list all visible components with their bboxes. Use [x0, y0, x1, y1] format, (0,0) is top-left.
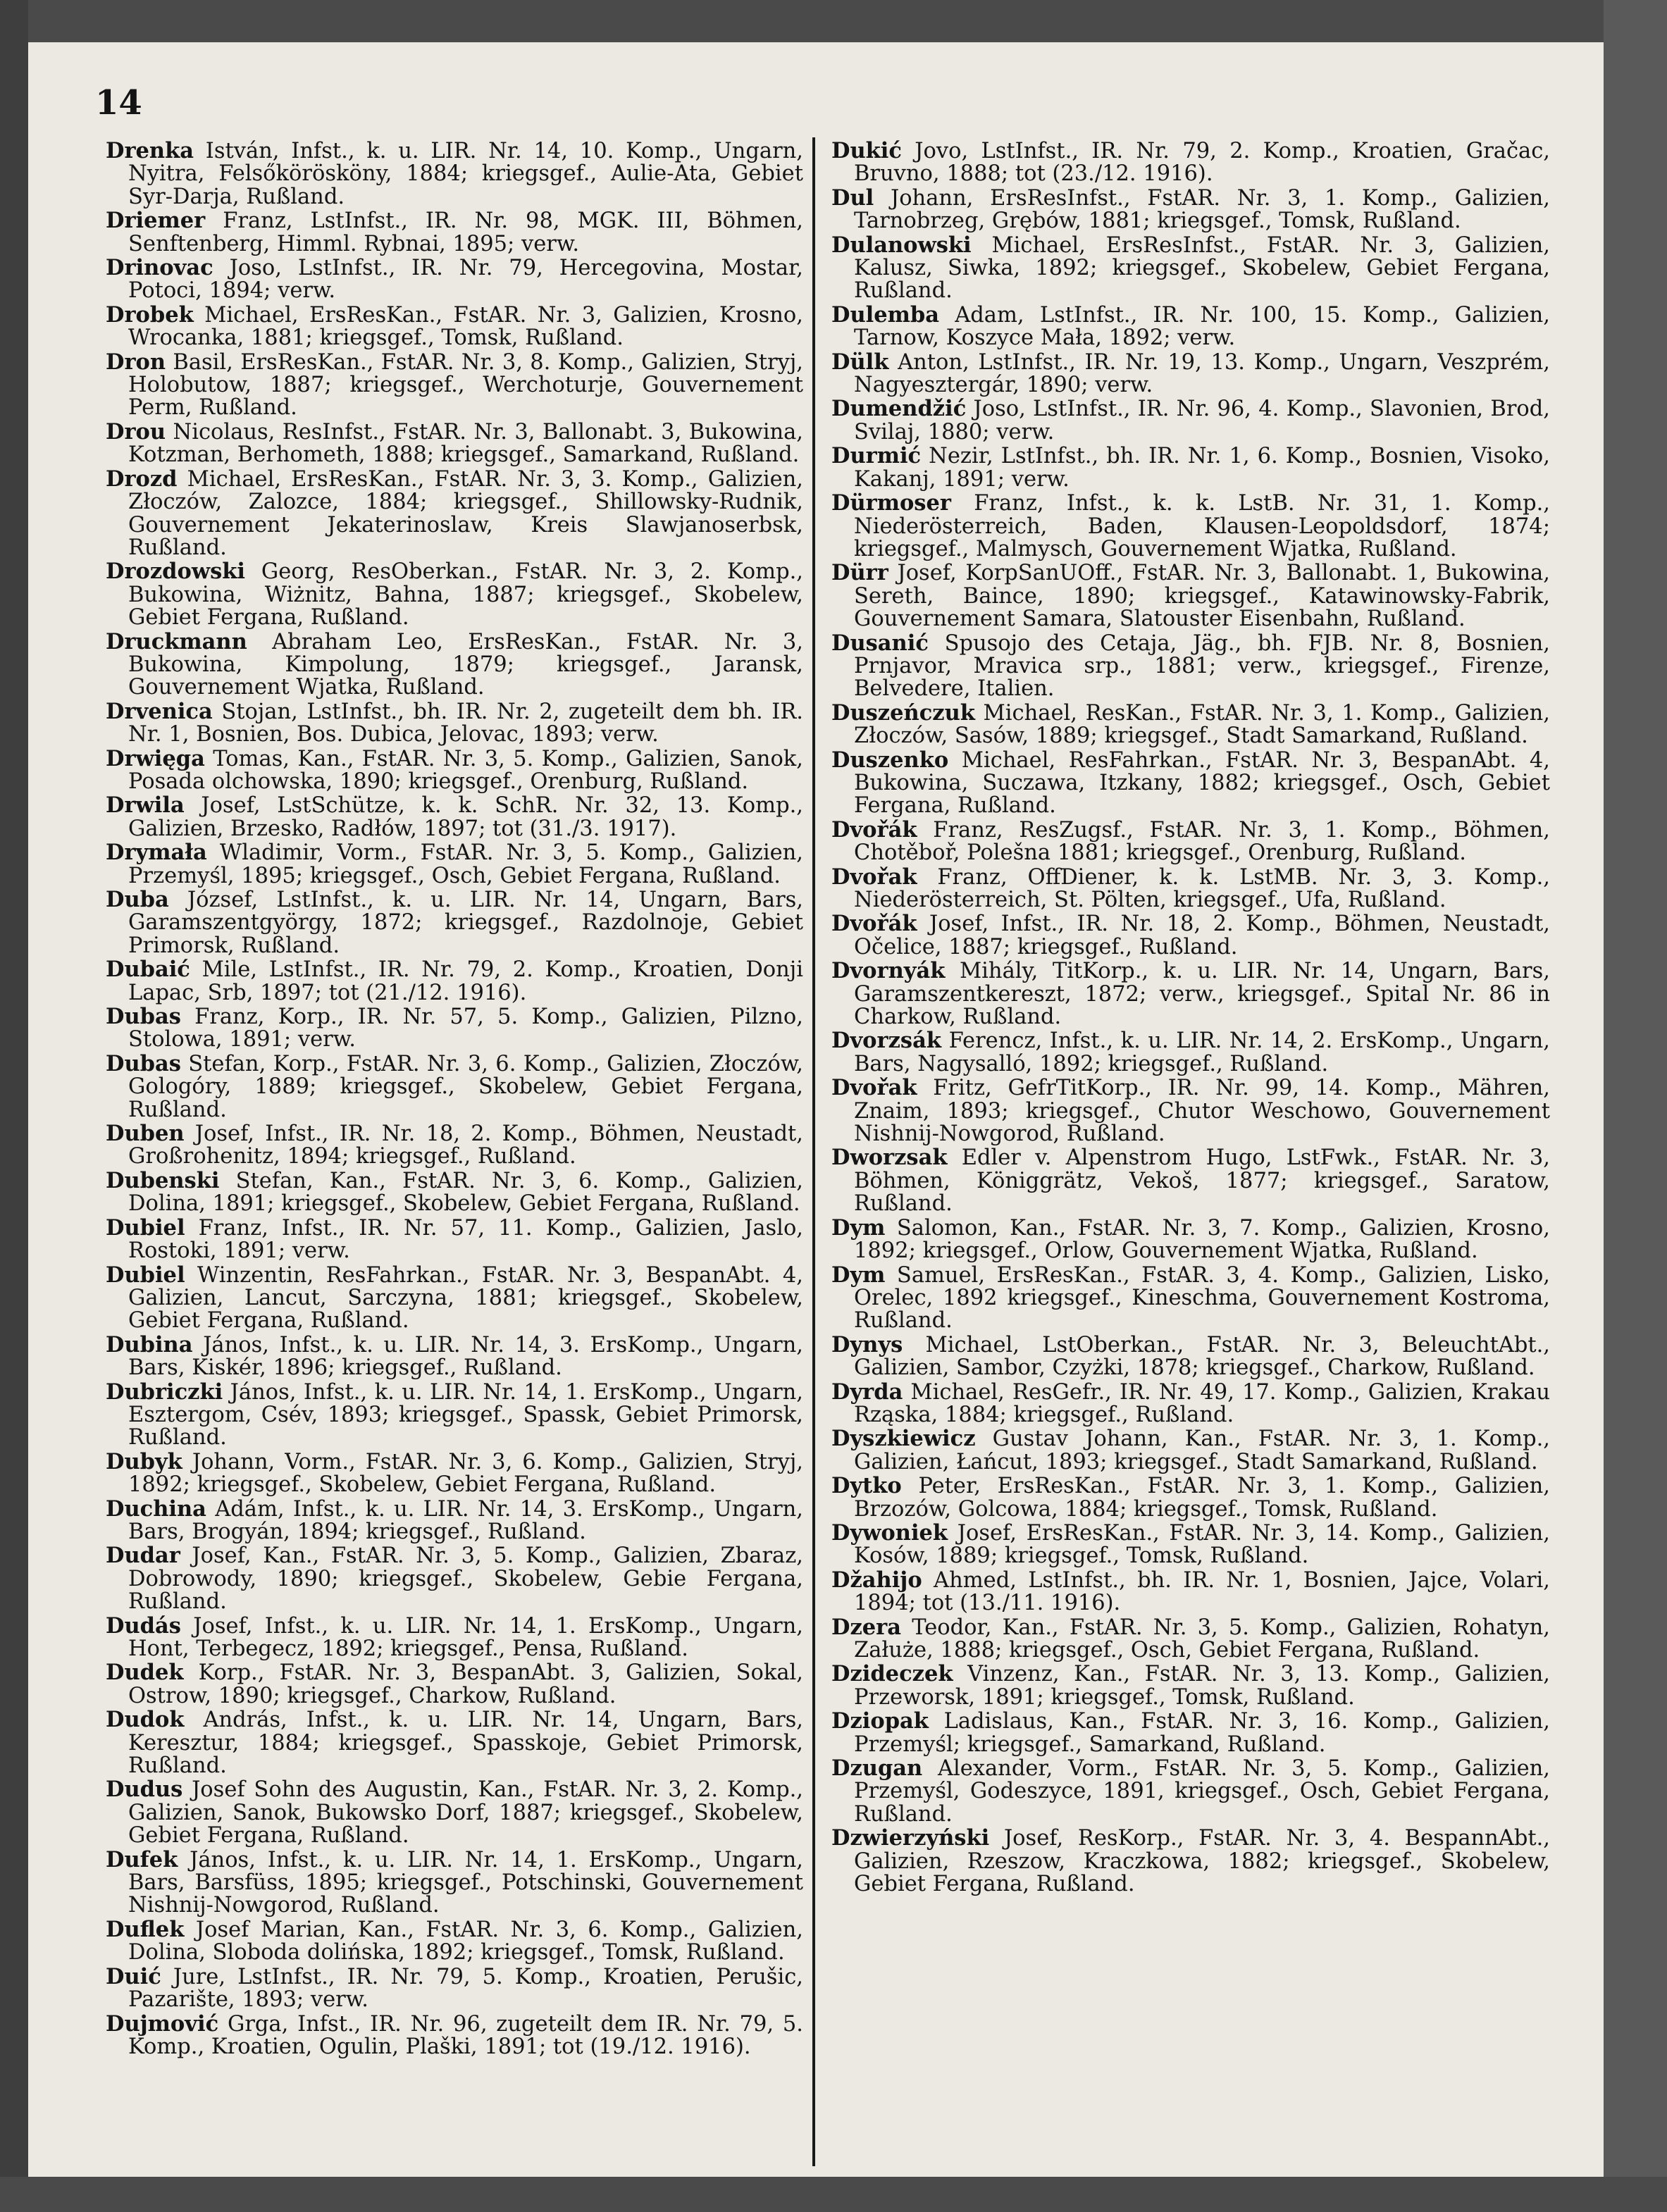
list-entry — [831, 1616, 1550, 1663]
entry-details: Josef, Infst., k. u. LIR. Nr. 14, 1. ErsKomp., Ungarn, Hont, Terbegecz, 1892; kriegsgef., Pensa, Rußland. — [128, 1613, 803, 1661]
entry-surname: Drou — [106, 418, 166, 445]
entry-details: Gustav Johann, Kan., FstAR. Nr. 3, 1. Komp., Galizien, Łańcut, 1893; kriegsgef., Stadt Samarkand, Rußland. — [854, 1427, 1550, 1474]
list-entry — [831, 749, 1550, 818]
list-entry — [831, 866, 1550, 912]
entry-surname: Drenka — [106, 138, 194, 163]
entry-surname: Dubiel — [106, 1214, 185, 1241]
entry-surname: Drobek — [106, 302, 194, 328]
list-entry — [106, 630, 803, 700]
entry-surname: Drymała — [106, 840, 207, 866]
entry-details: Josef Sohn des Augustin, Kan., FstAR. Nr. 3, 2. Komp., Galizien, Sanok, Bukowsko Dorf, 1887; kriegsgef., Skobelew, Gebiet Fergana, Rußland. — [128, 1777, 803, 1848]
entry-surname: Driemer — [106, 208, 206, 234]
entry-surname: Dubyk — [106, 1448, 182, 1474]
entry-details: Josef, Infst., IR. Nr. 18, 2. Komp., Böhmen, Neustadt, Großrohenitz, 1894; kriegsgef., Rußland. — [128, 1121, 803, 1169]
entry-details: Josef, ErsResKan., FstAR. Nr. 3, 14. Komp., Galizien, Kosów, 1889; kriegsgef., Tomsk, Rußland. — [854, 1520, 1550, 1569]
entry-details: Josef, KorpSanUOff., FstAR. Nr. 3, Ballonabt. 1, Bukowina, Sereth, Baince, 1890; kriegsgef., Katawinowsky-Fabrik, Gouvernement Samara, Slatouster Eisenbahn, Rußland. — [854, 561, 1550, 632]
entry-details: József, LstInfst., k. u. LIR. Nr. 14, Ungarn, Bars, Garamszentgyörgy, 1872; kriegsgef., Razdolnoje, Gebiet Primorsk, Rußland. — [128, 888, 803, 958]
entry-surname: Dubriczki — [106, 1379, 223, 1405]
entry-details: Ahmed, LstInfst., bh. IR. Nr. 1, Bosnien, Jajce, Volari, 1894; tot (13./11. 1916). — [854, 1567, 1551, 1616]
list-entry — [831, 397, 1550, 444]
list-entry — [831, 351, 1550, 397]
list-entry — [106, 888, 803, 957]
entry-details: Franz, Infst., IR. Nr. 57, 11. Komp., Galizien, Jaslo, Rostoki, 1891; verw. — [128, 1215, 803, 1264]
list-entry — [106, 1544, 803, 1613]
entry-details: János, Infst., k. u. LIR. Nr. 14, 1. ErsKomp., Ungarn, Bars, Barsfüss, 1895; kriegsgef., Potschinski, Gouvernement Nishnij-Nowgorod, Rußland. — [128, 1847, 803, 1918]
entry-details: Tomas, Kan., FstAR. Nr. 3, 5. Komp., Galizien, Sanok, Posada olchowska, 1890; kriegsgef., Orenburg, Rußland. — [128, 746, 803, 794]
list-entry — [106, 1848, 803, 1918]
list-entry — [106, 209, 803, 256]
list-entry — [106, 1169, 803, 1216]
entry-surname: Dulemba — [831, 302, 939, 328]
entry-surname: Dubas — [106, 1050, 181, 1076]
list-entry — [831, 816, 1550, 866]
list-entry — [106, 139, 803, 209]
entry-surname: Dudek — [106, 1660, 184, 1686]
entry-surname: Dvornyák — [831, 958, 946, 984]
entry-surname: Dudok — [106, 1707, 185, 1733]
entry-surname: Dubenski — [106, 1167, 220, 1193]
list-entry — [106, 1052, 803, 1121]
entry-surname: Dvořák — [831, 816, 917, 843]
entry-details: Joso, LstInfst., IR. Nr. 79, Hercegovina, Mostar, Potoci, 1894; verw. — [128, 256, 803, 304]
list-entry — [106, 1965, 803, 2012]
entry-surname: Druckmann — [106, 628, 247, 654]
list-entry — [831, 959, 1550, 1029]
list-entry — [106, 1331, 803, 1381]
list-entry — [106, 1615, 803, 1661]
entry-surname: Dzera — [831, 1614, 902, 1640]
entry-surname: Dujmović — [106, 2011, 219, 2037]
list-entry — [106, 304, 803, 350]
entry-details: András, Infst., k. u. LIR. Nr. 14, Ungarn, Bars, Keresztur, 1884; kriegsgef., Spasskoje, Gebiet Primorsk, Rußland. — [128, 1708, 803, 1779]
entry-surname: Dumendžić — [831, 396, 967, 422]
list-entry — [831, 234, 1550, 303]
entry-surname: Dufek — [106, 1846, 178, 1872]
entry-details: Josef, ResKorp., FstAR. Nr. 3, 4. BespannAbt., Galizien, Rzeszow, Kraczkowa, 1882; kriegsgef., Skobelew, Gebiet Fergana, Rußland. — [854, 1826, 1550, 1897]
entry-surname: Dubiel — [106, 1262, 185, 1288]
list-entry — [106, 841, 803, 888]
entry-surname: Dülk — [831, 349, 889, 375]
list-entry — [831, 1569, 1550, 1615]
list-entry — [831, 1474, 1550, 1521]
entry-details: Michael, ResGefr., IR. Nr. 49, 17. Komp., Galizien, Krakau Rząska, 1884; kriegsgef., Rußland. — [854, 1379, 1550, 1427]
entry-details: Grga, Infst., IR. Nr. 96, zugeteilt dem IR. Nr. 79, 5. Komp., Kroatien, Ogulin, Plaški, 1891; tot (19./12. 1916). — [128, 2011, 803, 2059]
list-entry — [831, 1029, 1550, 1076]
entry-surname: Dym — [831, 1214, 886, 1241]
entry-details: Johann, Vorm., FstAR. Nr. 3, 6. Komp., Galizien, Stryj, 1892; kriegsgef., Skobelew, Gebiet Fergana, Rußland. — [128, 1449, 803, 1498]
scan-edge-bottom — [0, 2177, 1667, 2212]
entry-details: Georg, ResOberkan., FstAR. Nr. 3, 2. Komp., Bukowina, Wiżnitz, Bahna, 1887; kriegsgef., Skobelew, Gebiet Fergana, Rußland. — [128, 559, 803, 630]
entry-details: Samuel, ErsResKan., FstAR. 3, 4. Komp., Galizien, Lisko, Orelec, 1892 kriegsgef., Kineschma, Gouvernement Kostroma, Rußland. — [854, 1262, 1551, 1334]
list-entry — [106, 1264, 803, 1333]
list-entry — [106, 1661, 803, 1708]
entry-details: Nezir, LstInfst., bh. IR. Nr. 1, 6. Komp., Bosnien, Visoko, Kakanj, 1891; verw. — [854, 444, 1550, 492]
entry-surname: Džahijo — [831, 1567, 922, 1593]
list-entry — [106, 1005, 803, 1052]
entry-surname: Dynys — [831, 1331, 903, 1357]
entry-details: Basil, ErsResKan., FstAR. Nr. 3, 8. Komp., Galizien, Stryj, Holobutow, 1887; kriegsgef., Werchoturje, Gouvernement Perm, Rußland. — [128, 349, 803, 421]
entry-details: Stojan, LstInfst., bh. IR. Nr. 2, zugeteilt dem bh. IR. Nr. 1, Bosnien, Bos. Dubica, Jelovac, 1893; verw. — [128, 699, 803, 747]
entry-surname: Dworzsak — [831, 1145, 948, 1171]
list-entry — [106, 1450, 803, 1497]
entry-surname: Dyrda — [831, 1379, 903, 1405]
list-entry — [106, 2013, 803, 2059]
list-entry — [831, 1264, 1550, 1333]
entry-surname: Dubaić — [106, 957, 190, 983]
entry-surname: Dym — [831, 1262, 886, 1288]
entry-details: Michael, LstOberkan., FstAR. Nr. 3, BeleuchtAbt., Galizien, Sambor, Czyżki, 1878; kriegsgef., Charkow, Rußland. — [854, 1332, 1550, 1381]
entry-details: Teodor, Kan., FstAR. Nr. 3, 5. Komp., Galizien, Rohatyn, Załuże, 1888; kriegsgef., Osch, Gebiet Fergana, Rußland. — [854, 1615, 1550, 1663]
entry-details: Michael, ResKan., FstAR. Nr. 3, 1. Komp., Galizien, Złoczów, Sasów, 1889; kriegsgef., Stadt Samarkand, Rußland. — [854, 700, 1550, 749]
entry-details: Jure, LstInfst., IR. Nr. 79, 5. Komp., Kroatien, Perušic, Pazarište, 1893; verw. — [128, 1964, 803, 2013]
list-entry — [831, 445, 1550, 491]
entry-details: Adam, LstInfst., IR. Nr. 100, 15. Komp., Galizien, Tarnow, Koszyce Mała, 1892; verw. — [854, 302, 1550, 351]
list-entry — [831, 632, 1550, 701]
list-entry — [831, 1146, 1550, 1215]
list-entry — [831, 912, 1550, 959]
list-entry — [106, 351, 803, 420]
entry-surname: Dvorzsák — [831, 1028, 941, 1054]
entry-details: Mihály, TitKorp., k. u. LIR. Nr. 14, Ungarn, Bars, Garamszentkereszt, 1872; verw., kriegsgef., Spital Nr. 86 in Charkow, Rußland. — [854, 959, 1550, 1030]
entry-details: Stefan, Korp., FstAR. Nr. 3, 6. Komp., Galizien, Złoczów, Gologóry, 1889; kriegsgef., Skobelew, Gebiet Fergana, Rußland. — [128, 1051, 803, 1122]
entry-surname: Duszeńczuk — [831, 700, 975, 726]
entry-details: Spusojo des Cetaja, Jäg., bh. FJB. Nr. 8, Bosnien, Prnjavor, Mravica srp., 1881; verw., kriegsgef., Firenze, Belvedere, Italien. — [854, 630, 1550, 702]
entry-details: Josef Marian, Kan., FstAR. Nr. 3, 6. Komp., Galizien, Dolina, Sloboda dolińska, 1892; kriegsgef., Tomsk, Rußland. — [128, 1917, 804, 1965]
entry-surname: Dudás — [106, 1613, 181, 1639]
list-entry — [831, 1076, 1550, 1145]
entry-details: Mile, LstInfst., IR. Nr. 79, 2. Komp., Kroatien, Donji Lapac, Srb, 1897; tot (21./12. 1916). — [128, 957, 803, 1005]
list-entry — [831, 561, 1550, 630]
list-entry — [106, 958, 803, 1005]
list-entry — [106, 1381, 803, 1450]
list-entry — [831, 1214, 1550, 1264]
list-entry — [106, 1122, 803, 1169]
entry-details: János, Infst., k. u. LIR. Nr. 14, 1. ErsKomp., Ungarn, Esztergom, Csév, 1893; kriegsgef., Spassk, Gebiet Primorsk, Rußland. — [128, 1379, 803, 1450]
entry-details: Josef, Infst., IR. Nr. 18, 2. Komp., Böhmen, Neustadt, Očelice, 1887; kriegsgef., Rußland. — [854, 912, 1550, 959]
entry-details: Fritz, GefrTitKorp., IR. Nr. 99, 14. Komp., Mähren, Znaim, 1893; kriegsgef., Chutor Weschowo, Gouvernement Nishnij-Nowgorod, Rußland. — [854, 1076, 1550, 1147]
entry-surname: Dvořák — [831, 911, 917, 937]
list-entry — [106, 747, 803, 794]
entry-surname: Duba — [106, 887, 169, 912]
list-entry — [106, 1708, 803, 1777]
entry-surname: Dusanić — [831, 630, 929, 656]
entry-details: Michael, ResFahrkan., FstAR. Nr. 3, BespanAbt. 4, Bukowina, Suczawa, Itzkany, 1882; kriegsgef., Osch, Gebiet Fergana, Rußland. — [854, 747, 1550, 819]
entry-surname: Dudus — [106, 1777, 183, 1803]
list-entry — [831, 1381, 1550, 1427]
entry-surname: Dytko — [831, 1473, 902, 1499]
scan-edge-top — [0, 0, 1667, 42]
scan-edge-right — [1604, 0, 1667, 2212]
entry-surname: Dvořak — [831, 864, 917, 890]
entry-details: Stefan, Kan., FstAR. Nr. 3, 6. Komp., Galizien, Dolina, 1891; kriegsgef., Skobelew, Gebiet Fergana, Rußland. — [128, 1168, 803, 1217]
list-entry — [831, 187, 1550, 233]
list-entry — [106, 256, 803, 303]
entry-surname: Duben — [106, 1121, 185, 1147]
entry-surname: Dzideczek — [831, 1661, 953, 1687]
entry-details: Joso, LstInfst., IR. Nr. 96, 4. Komp., Slavonien, Brod, Svilaj, 1880; verw. — [854, 397, 1550, 445]
entry-details: Peter, ErsResKan., FstAR. Nr. 3, 1. Komp., Galizien, Brzozów, Golcowa, 1884; kriegsgef., Tomsk, Rußland. — [854, 1474, 1551, 1522]
entry-details: Vinzenz, Kan., FstAR. Nr. 3, 13. Komp., Galizien, Przeworsk, 1891; kriegsgef., Tomsk, Rußland. — [854, 1662, 1550, 1710]
list-entry — [106, 560, 803, 629]
entry-surname: Drwięga — [106, 745, 205, 771]
scan-edge-left — [0, 0, 28, 2212]
list-entry — [831, 1331, 1550, 1381]
entry-surname: Dron — [106, 349, 166, 375]
entry-surname: Drwila — [106, 793, 185, 819]
entry-surname: Dukić — [831, 138, 902, 163]
entry-details: Franz, OffDiener, k. k. LstMB. Nr. 3, 3. Komp., Niederösterreich, St. Pölten, kriegsgef., Ufa, Rußland. — [854, 864, 1550, 912]
list-entry — [106, 1918, 803, 1965]
left-column — [106, 139, 803, 2059]
list-entry — [831, 702, 1550, 748]
entry-details: Anton, LstInfst., IR. Nr. 19, 13. Komp., Ungarn, Veszprém, Nagyesztergár, 1890; verw. — [854, 349, 1550, 398]
list-entry — [106, 1778, 803, 1847]
column-divider — [812, 137, 815, 2166]
entry-surname: Drozd — [106, 466, 178, 492]
entry-details: István, Infst., k. u. LIR. Nr. 14, 10. Komp., Ungarn, Nyitra, Felsőkörösköny, 1884; kriegsgef., Aulie-Ata, Gebiet Syr-Darja, Rußland. — [128, 139, 803, 209]
list-entry — [831, 1522, 1550, 1568]
list-entry — [831, 304, 1550, 350]
list-entry — [106, 418, 803, 468]
entry-details: Franz, Korp., IR. Nr. 57, 5. Komp., Galizien, Pilzno, Stolowa, 1891; verw. — [128, 1005, 803, 1052]
entry-surname: Dvořak — [831, 1075, 917, 1101]
entry-surname: Duflek — [106, 1916, 185, 1942]
entry-details: Adám, Infst., k. u. LIR. Nr. 14, 3. ErsKomp., Ungarn, Bars, Brogyán, 1894; kriegsgef., Rußland. — [128, 1496, 803, 1544]
entry-details: Josef, Kan., FstAR. Nr. 3, 5. Komp., Galizien, Zbaraz, Dobrowody, 1890; kriegsgef., Skobelew, Gebie Fergana, Rußland. — [128, 1543, 803, 1615]
list-entry — [831, 1827, 1550, 1896]
right-column — [831, 139, 1550, 1896]
entry-details: Michael, ErsResKan., FstAR. Nr. 3, Galizien, Krosno, Wrocanka, 1881; kriegsgef., Tomsk, Rußland. — [128, 302, 803, 351]
entry-details: János, Infst., k. u. LIR. Nr. 14, 3. ErsKomp., Ungarn, Bars, Kiskér, 1896; kriegsgef., Rußland. — [128, 1332, 803, 1381]
entry-details: Salomon, Kan., FstAR. Nr. 3, 7. Komp., Galizien, Krosno, 1892; kriegsgef., Orlow, Gouvernement Wjatka, Rußland. — [854, 1215, 1550, 1264]
entry-details: Edler v. Alpenstrom Hugo, LstFwk., FstAR. Nr. 3, Böhmen, Königgrätz, Vekoš, 1877; kriegsgef., Saratow, Rußland. — [854, 1145, 1550, 1217]
entry-surname: Duić — [106, 1963, 161, 1989]
page-number: 14 — [95, 83, 142, 123]
entry-surname: Drozdowski — [106, 559, 245, 585]
entry-details: Winzentin, ResFahrkan., FstAR. Nr. 3, BespanAbt. 4, Galizien, Lancut, Sarczyna, 1881; kriegsgef., Skobelew, Gebiet Fergana, Rußland. — [128, 1262, 803, 1334]
entry-surname: Duchina — [106, 1496, 206, 1522]
entry-surname: Dubina — [106, 1331, 193, 1357]
entry-surname: Dürr — [831, 560, 888, 586]
entry-surname: Durmić — [831, 443, 922, 469]
list-entry — [106, 794, 803, 840]
entry-surname: Dulanowski — [831, 232, 972, 258]
entry-surname: Dyszkiewicz — [831, 1426, 976, 1452]
entry-surname: Dziopak — [831, 1708, 929, 1734]
entry-details: Nicolaus, ResInfst., FstAR. Nr. 3, Ballonabt. 3, Bukowina, Kotzman, Berhometh, 1888; kriegsgef., Samarkand, Rußland. — [128, 419, 803, 468]
entry-details: Michael, ErsResKan., FstAR. Nr. 3, 3. Komp., Galizien, Złoczów, Zalozce, 1884; kriegsgef., Shillowsky-Rudnik, Gouvernement Jekaterinoslaw, Kreis Slawjanoserbsk, Rußland. — [128, 466, 803, 560]
list-entry — [831, 1663, 1550, 1709]
list-entry — [831, 1710, 1550, 1756]
entry-surname: Dzugan — [831, 1756, 923, 1782]
entry-surname: Dzwierzyński — [831, 1825, 990, 1851]
list-entry — [831, 1757, 1550, 1826]
list-entry — [106, 468, 803, 560]
entry-details: Alexander, Vorm., FstAR. Nr. 3, 5. Komp., Galizien, Przemyśl, Godeszyce, 1891, kriegsgef., Osch, Gebiet Fergana, Rußland. — [854, 1756, 1550, 1827]
list-entry — [831, 139, 1550, 186]
list-entry — [831, 1427, 1550, 1474]
entry-surname: Duszenko — [831, 747, 949, 773]
entry-details: Ladislaus, Kan., FstAR. Nr. 3, 16. Komp., Galizien, Przemyśl; kriegsgef., Samarkand, Rußland. — [854, 1709, 1550, 1757]
entry-details: Franz, ResZugsf., FstAR. Nr. 3, 1. Komp., Böhmen, Chotěboř, Polešna 1881; kriegsgef., Orenburg, Rußland. — [854, 817, 1550, 866]
entry-details: Korp., FstAR. Nr. 3, BespanAbt. 3, Galizien, Sokal, Ostrow, 1890; kriegsgef., Charkow, Rußland. — [128, 1660, 803, 1708]
list-entry — [831, 492, 1550, 561]
entry-details: Michael, ErsResInfst., FstAR. Nr. 3, Galizien, Kalusz, Siwka, 1892; kriegsgef., Skobelew, Gebiet Fergana, Rußland. — [854, 232, 1550, 304]
entry-details: Wladimir, Vorm., FstAR. Nr. 3, 5. Komp., Galizien, Przemyśl, 1895; kriegsgef., Osch, Gebiet Fergana, Rußland. — [128, 840, 803, 888]
list-entry — [106, 700, 803, 747]
entry-details: Abraham Leo, ErsResKan., FstAR. Nr. 3, Bukowina, Kimpolung, 1879; kriegsgef., Jaransk, Gouvernement Wjatka, Rußland. — [128, 629, 803, 700]
entry-details: Franz, LstInfst., IR. Nr. 98, MGK. III, Böhmen, Senftenberg, Himml. Rybnai, 1895; verw. — [128, 209, 803, 256]
entry-details: Franz, Infst., k. k. LstB. Nr. 31, 1. Komp., Niederösterreich, Baden, Klausen-Leopoldsdorf, 1874; kriegsgef., Malmysch, Gouvernement Wjatka, Rußland. — [854, 491, 1550, 561]
entry-surname: Dürmoser — [831, 490, 951, 516]
entry-details: Ferencz, Infst., k. u. LIR. Nr. 14, 2. ErsKomp., Ungarn, Bars, Nagysalló, 1892; kriegsgef., Rußland. — [854, 1029, 1550, 1076]
entry-details: Josef, LstSchütze, k. k. SchR. Nr. 32, 13. Komp., Galizien, Brzesko, Radłów, 1897; tot (31./3. 1917). — [128, 793, 803, 841]
entry-surname: Dul — [831, 185, 874, 211]
entry-surname: Drvenica — [106, 698, 213, 724]
entry-surname: Dubas — [106, 1004, 181, 1030]
entry-details: Johann, ErsResInfst., FstAR. Nr. 3, 1. Komp., Galizien, Tarnobrzeg, Grębów, 1881; kriegsgef., Tomsk, Rußland. — [854, 185, 1550, 234]
entry-details: Jovo, LstInfst., IR. Nr. 79, 2. Komp., Kroatien, Gračac, Bruvno, 1888; tot (23./12. 1916). — [854, 139, 1550, 187]
entry-surname: Drinovac — [106, 255, 213, 281]
entry-surname: Dywoniek — [831, 1520, 948, 1546]
entry-surname: Dudar — [106, 1543, 180, 1569]
list-entry — [106, 1214, 803, 1264]
list-entry — [106, 1498, 803, 1544]
